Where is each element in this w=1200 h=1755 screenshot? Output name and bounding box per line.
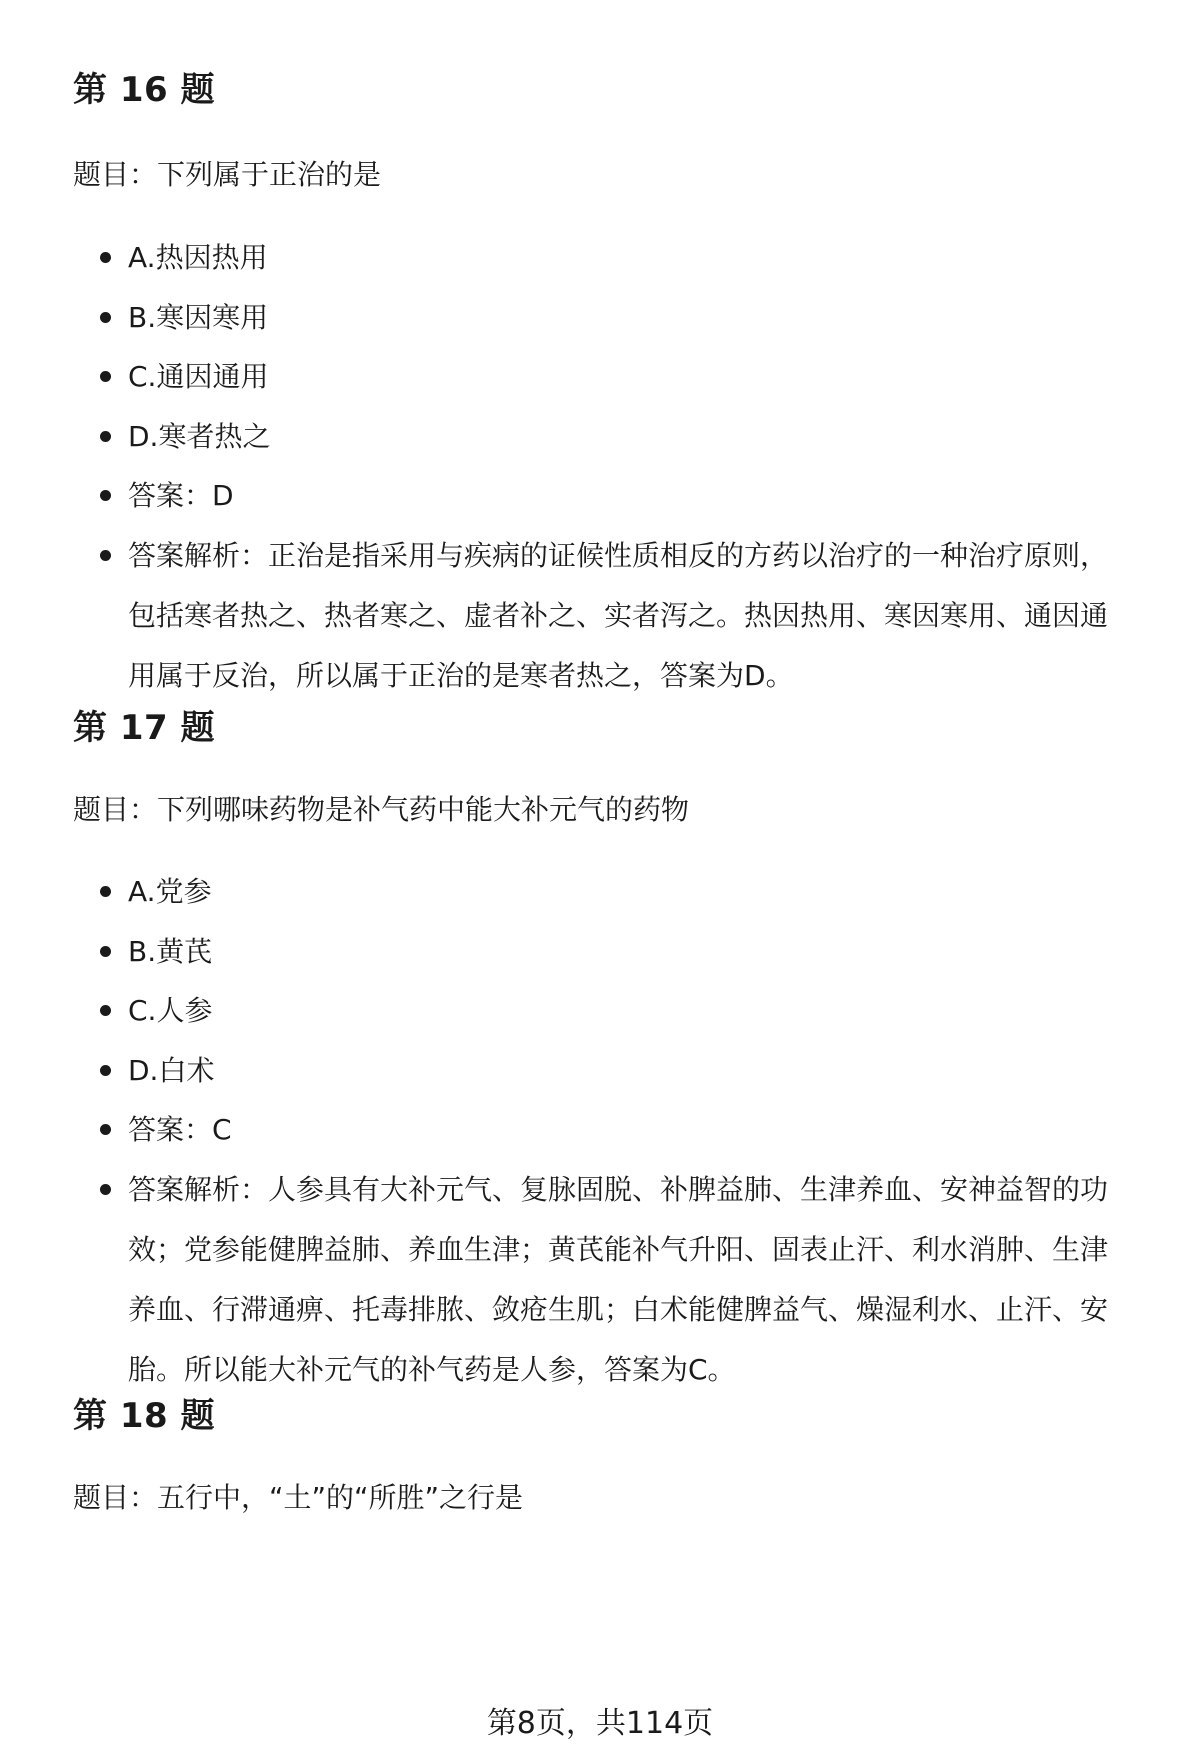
question-16-options (73, 228, 1153, 706)
question-17-heading: 第 17 题 (73, 708, 215, 748)
option-c: C.通因通用 (73, 347, 1153, 407)
answer-explanation: 答案解析：人参具有大补元气、复脉固脱、补脾益肺、生津养血、安神益智的功效；党参能健脾益肺、养血生津；黄芪能补气升阳、固表止汗、利水消肿、生津养血、行滞通痹、托毒排脓、敛疮生肌；白术能健脾益气、燥湿利水、止汗、安胎。所以能大补元气的补气药是人参，答案为C。 (73, 1160, 1153, 1400)
option-a: A.党参 (73, 862, 1153, 922)
question-18-stem: 题目：五行中，“土”的“所胜”之行是 (73, 1481, 524, 1514)
option-c: C.人参 (73, 981, 1153, 1041)
question-16-heading: 第 16 题 (73, 70, 215, 110)
page-footer: 第8页，共114页 (486, 1706, 714, 1741)
answer-explanation: 答案解析：正治是指采用与疾病的证候性质相反的方药以治疗的一种治疗原则，包括寒者热之、热者寒之、虚者补之、实者泻之。热因热用、寒因寒用、通因通用属于反治，所以属于正治的是寒者热之，答案为D。 (73, 526, 1153, 706)
question-17-stem: 题目：下列哪味药物是补气药中能大补元气的药物 (73, 793, 690, 826)
option-d: D.寒者热之 (73, 407, 1153, 467)
option-d: D.白术 (73, 1041, 1153, 1101)
option-b: B.寒因寒用 (73, 288, 1153, 348)
answer: 答案：C (73, 1100, 1153, 1160)
question-16-stem: 题目：下列属于正治的是 (73, 158, 382, 191)
question-18-heading: 第 18 题 (73, 1396, 215, 1436)
option-a: A.热因热用 (73, 228, 1153, 288)
option-b: B.黄芪 (73, 922, 1153, 982)
answer: 答案：D (73, 466, 1153, 526)
question-17-options (73, 862, 1153, 1400)
